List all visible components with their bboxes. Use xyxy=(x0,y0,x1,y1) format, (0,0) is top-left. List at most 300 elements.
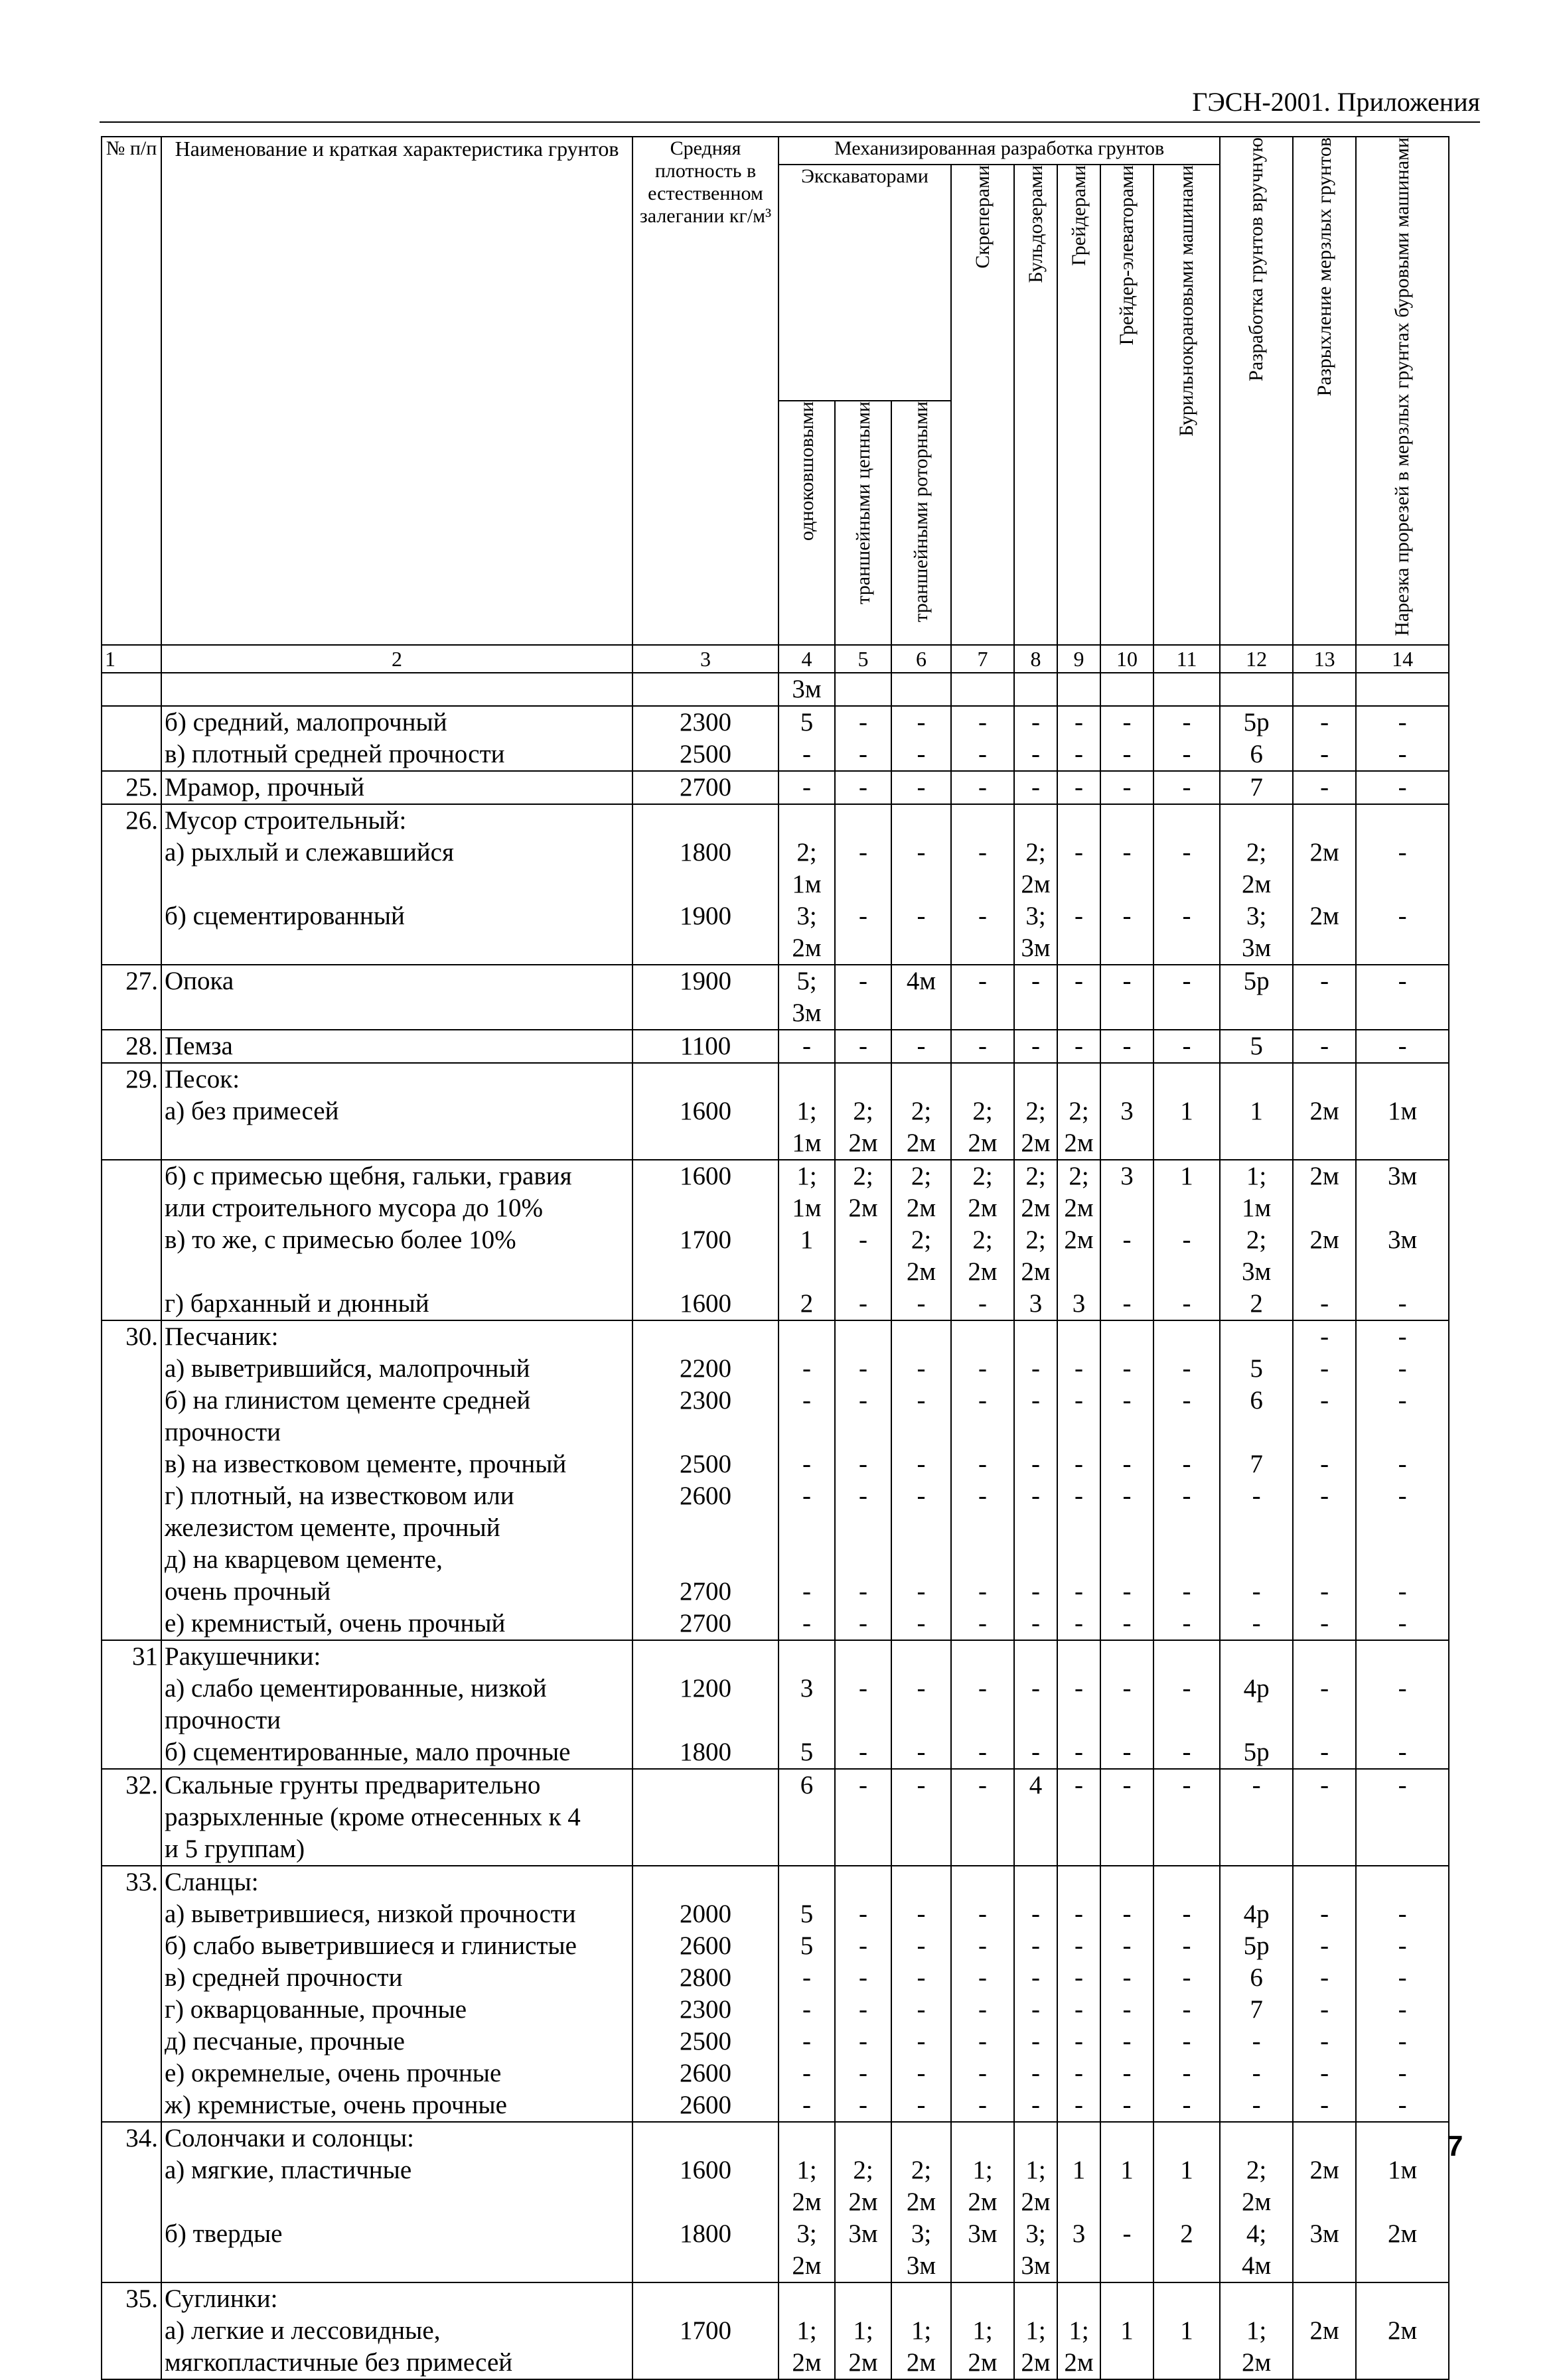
group-value: 1; xyxy=(951,2315,1014,2347)
group-value: - xyxy=(891,1030,951,1063)
column-number-row xyxy=(102,645,1449,673)
group-value xyxy=(1100,1256,1153,1288)
group-value xyxy=(1057,1417,1100,1448)
group-value: - xyxy=(1100,1673,1153,1705)
table-row xyxy=(102,1256,1449,1288)
group-value xyxy=(779,1866,835,1898)
group-value: 1; xyxy=(1014,2154,1057,2186)
group-value: 2м xyxy=(891,2186,951,2218)
group-value: 3м xyxy=(1356,1160,1449,1192)
density-value xyxy=(632,1769,779,1801)
row-number xyxy=(102,997,161,1030)
group-value xyxy=(1153,1705,1220,1736)
group-value: 5р xyxy=(1220,965,1293,997)
table-row xyxy=(102,1288,1449,1320)
group-value: 2м xyxy=(1356,2218,1449,2250)
group-value xyxy=(1220,1544,1293,1576)
group-value: - xyxy=(1153,1030,1220,1063)
group-value: - xyxy=(835,1673,891,1705)
group-value: - xyxy=(1014,2026,1057,2058)
group-value: - xyxy=(891,2089,951,2122)
column-number: 3 xyxy=(632,645,779,673)
group-value: 3м xyxy=(951,2218,1014,2250)
group-value: - xyxy=(1220,2058,1293,2089)
group-value xyxy=(951,1544,1014,1576)
group-value: - xyxy=(835,900,891,932)
group-value: - xyxy=(1153,738,1220,771)
group-value: - xyxy=(1057,1576,1100,1608)
group-value: - xyxy=(1293,1898,1356,1930)
group-value xyxy=(1220,1127,1293,1160)
group-value: 2м xyxy=(1014,1256,1057,1288)
group-value: 1 xyxy=(1153,1160,1220,1192)
soil-name: Солончаки и солонцы: xyxy=(161,2122,632,2154)
density-value: 2600 xyxy=(632,1930,779,1962)
group-value xyxy=(1100,2347,1153,2379)
group-value xyxy=(1014,997,1057,1030)
group-value xyxy=(835,1866,891,1898)
group-value xyxy=(1057,1320,1100,1353)
group-value xyxy=(1100,2122,1153,2154)
group-value xyxy=(1100,1801,1153,1833)
group-value: - xyxy=(1014,1994,1057,2026)
density-value: 1900 xyxy=(632,965,779,997)
group-value: 2м xyxy=(779,932,835,965)
group-value: - xyxy=(1014,965,1057,997)
soil-name: д) песчаные, прочные xyxy=(161,2026,632,2058)
soil-name: Ракушечники: xyxy=(161,1640,632,1673)
group-value xyxy=(891,997,951,1030)
density-value: 1800 xyxy=(632,2218,779,2250)
soil-table xyxy=(101,136,1449,2380)
soil-name: б) на глинистом цементе средней xyxy=(161,1385,632,1417)
group-value: - xyxy=(1356,2058,1449,2089)
header-mech: Механизированная разработка грунтов xyxy=(779,137,1220,165)
density-value: 2700 xyxy=(632,1576,779,1608)
group-value: 2м xyxy=(835,1192,891,1224)
group-value xyxy=(951,869,1014,900)
group-value xyxy=(1014,804,1057,837)
group-value: 3 xyxy=(1057,1288,1100,1320)
group-value: - xyxy=(1153,1994,1220,2026)
group-value xyxy=(1293,1544,1356,1576)
table-row xyxy=(102,837,1449,869)
group-value: 2; xyxy=(891,1095,951,1127)
group-value xyxy=(1356,2282,1449,2315)
group-value: - xyxy=(951,1480,1014,1512)
group-value: - xyxy=(951,1385,1014,1417)
page-number: 7 xyxy=(1447,2130,1463,2162)
density-value xyxy=(632,1417,779,1448)
group-value xyxy=(1356,1833,1449,1866)
soil-name: а) выветрившийся, малопрочный xyxy=(161,1353,632,1385)
soil-name xyxy=(161,673,632,706)
row-number xyxy=(102,1544,161,1576)
group-value: - xyxy=(779,771,835,804)
group-value: 2м xyxy=(891,2347,951,2379)
row-number xyxy=(102,1192,161,1224)
table-row xyxy=(102,1320,1449,1353)
group-value: 3; xyxy=(779,2218,835,2250)
group-value: 2м xyxy=(1014,1127,1057,1160)
soil-name: г) окварцованные, прочные xyxy=(161,1994,632,2026)
group-value: - xyxy=(1293,1608,1356,1640)
group-value: - xyxy=(835,1769,891,1801)
group-value: 2 xyxy=(1220,1288,1293,1320)
group-value: - xyxy=(779,1480,835,1512)
table-row xyxy=(102,2250,1449,2282)
density-value: 1600 xyxy=(632,2154,779,2186)
group-value: - xyxy=(891,1608,951,1640)
group-value: - xyxy=(1293,2058,1356,2089)
group-value: - xyxy=(1014,1962,1057,1994)
density-value: 2500 xyxy=(632,738,779,771)
row-number xyxy=(102,706,161,738)
group-value: 2м xyxy=(951,1192,1014,1224)
group-value: 1 xyxy=(1153,1095,1220,1127)
group-value: - xyxy=(891,1385,951,1417)
group-value: - xyxy=(835,1608,891,1640)
group-value: - xyxy=(1293,1673,1356,1705)
group-value: 2; xyxy=(1014,1095,1057,1127)
density-value: 2600 xyxy=(632,1480,779,1512)
row-number xyxy=(102,1705,161,1736)
group-value: - xyxy=(951,965,1014,997)
table-row xyxy=(102,1030,1449,1063)
group-value: 2м xyxy=(951,1256,1014,1288)
row-number xyxy=(102,2250,161,2282)
soil-name: в) то же, с примесью более 10% xyxy=(161,1224,632,1256)
group-value: - xyxy=(1057,837,1100,869)
group-value: - xyxy=(1014,771,1057,804)
group-value: - xyxy=(1100,1448,1153,1480)
group-value xyxy=(835,2122,891,2154)
group-value: - xyxy=(1100,1224,1153,1256)
soil-name: б) слабо выветрившиеся и глинистые xyxy=(161,1930,632,1962)
group-value: - xyxy=(951,1576,1014,1608)
group-value: 5 xyxy=(779,1736,835,1769)
group-value xyxy=(891,804,951,837)
group-value xyxy=(1100,1512,1153,1544)
group-value xyxy=(835,2250,891,2282)
group-value: - xyxy=(1356,2089,1449,2122)
density-value: 2600 xyxy=(632,2089,779,2122)
table-row xyxy=(102,2218,1449,2250)
group-value: - xyxy=(1220,1576,1293,1608)
group-value: 2м xyxy=(1014,2186,1057,2218)
group-value xyxy=(1153,1640,1220,1673)
row-number xyxy=(102,1962,161,1994)
header-name: Наименование и краткая характеристика грунтов xyxy=(161,137,632,645)
group-value: - xyxy=(1153,1930,1220,1962)
group-value: - xyxy=(1057,2026,1100,2058)
group-value: - xyxy=(1356,738,1449,771)
group-value xyxy=(1356,1866,1449,1898)
density-value xyxy=(632,2347,779,2379)
soil-name: и 5 группам) xyxy=(161,1833,632,1866)
group-value: - xyxy=(891,1769,951,1801)
table-row xyxy=(102,2089,1449,2122)
group-value xyxy=(1057,804,1100,837)
group-value xyxy=(1153,1801,1220,1833)
row-number xyxy=(102,2026,161,2058)
group-value: - xyxy=(891,1930,951,1962)
group-value xyxy=(1153,1512,1220,1544)
group-value: 2м xyxy=(1293,1160,1356,1192)
group-value xyxy=(951,2282,1014,2315)
table-row xyxy=(102,2347,1449,2379)
group-value: 1м xyxy=(779,1192,835,1224)
group-value: - xyxy=(779,1994,835,2026)
group-value xyxy=(1153,1544,1220,1576)
group-value xyxy=(835,1640,891,1673)
group-value xyxy=(1057,2122,1100,2154)
group-value: - xyxy=(1293,1930,1356,1962)
soil-name: Мрамор, прочный xyxy=(161,771,632,804)
row-number xyxy=(102,1448,161,1480)
group-value: 1; xyxy=(779,1095,835,1127)
group-value xyxy=(1057,1512,1100,1544)
soil-name xyxy=(161,2250,632,2282)
group-value xyxy=(951,1063,1014,1095)
group-value: - xyxy=(1100,706,1153,738)
group-value xyxy=(1014,1063,1057,1095)
group-value xyxy=(891,2122,951,2154)
density-value xyxy=(632,997,779,1030)
row-number xyxy=(102,1898,161,1930)
row-number xyxy=(102,837,161,869)
group-value: - xyxy=(951,1608,1014,1640)
soil-name xyxy=(161,1127,632,1160)
header-manual: Разработка грунтов вручную xyxy=(1220,137,1293,645)
density-value: 2500 xyxy=(632,2026,779,2058)
group-value xyxy=(1014,1705,1057,1736)
group-value: 4м xyxy=(891,965,951,997)
table-row xyxy=(102,2026,1449,2058)
density-value xyxy=(632,673,779,706)
group-value: - xyxy=(1293,2026,1356,2058)
soil-name: б) твердые xyxy=(161,2218,632,2250)
group-value: 2; xyxy=(1014,1224,1057,1256)
row-number xyxy=(102,1930,161,1962)
group-value xyxy=(1153,804,1220,837)
group-value xyxy=(1100,1705,1153,1736)
group-value: 3м xyxy=(1014,2250,1057,2282)
group-value xyxy=(1100,1127,1153,1160)
group-value: 1м xyxy=(1220,1192,1293,1224)
group-value: - xyxy=(1153,1736,1220,1769)
group-value xyxy=(1220,1833,1293,1866)
group-value: 2; xyxy=(835,2154,891,2186)
group-value: - xyxy=(779,738,835,771)
row-number xyxy=(102,1288,161,1320)
density-value: 1900 xyxy=(632,900,779,932)
row-number: 27. xyxy=(102,965,161,997)
column-number: 2 xyxy=(161,645,632,673)
group-value: 5 xyxy=(779,1930,835,1962)
group-value: 3м xyxy=(891,2250,951,2282)
column-number: 7 xyxy=(951,645,1014,673)
density-value: 1200 xyxy=(632,1673,779,1705)
density-value: 2200 xyxy=(632,1353,779,1385)
group-value: 2м xyxy=(1293,900,1356,932)
density-value: 2300 xyxy=(632,1994,779,2026)
table-row xyxy=(102,1160,1449,1192)
column-number: 13 xyxy=(1293,645,1356,673)
group-value: 1; xyxy=(1014,2315,1057,2347)
group-value xyxy=(951,1705,1014,1736)
group-value: - xyxy=(1153,900,1220,932)
group-value xyxy=(1220,1063,1293,1095)
group-value: - xyxy=(1356,1736,1449,1769)
group-value: 2м xyxy=(1057,2347,1100,2379)
header-bulldozer: Бульдозерами xyxy=(1014,165,1057,645)
row-number: 33. xyxy=(102,1866,161,1898)
group-value xyxy=(951,1866,1014,1898)
header-excavators: Экскаваторами xyxy=(779,165,951,401)
density-value xyxy=(632,932,779,965)
soil-name: Пемза xyxy=(161,1030,632,1063)
group-value: 2м xyxy=(1293,837,1356,869)
group-value: 7 xyxy=(1220,1994,1293,2026)
table-row xyxy=(102,804,1449,837)
row-number xyxy=(102,1608,161,1640)
table-row xyxy=(102,1353,1449,1385)
group-value: - xyxy=(1057,1030,1100,1063)
row-number xyxy=(102,900,161,932)
group-value xyxy=(1153,869,1220,900)
soil-name: Песчаник: xyxy=(161,1320,632,1353)
group-value xyxy=(1100,1417,1153,1448)
group-value: 1; xyxy=(779,1160,835,1192)
table-row xyxy=(102,706,1449,738)
group-value: 1; xyxy=(835,2315,891,2347)
group-value: - xyxy=(835,1576,891,1608)
group-value: - xyxy=(1293,738,1356,771)
density-value xyxy=(632,804,779,837)
group-value xyxy=(1014,1544,1057,1576)
table-row xyxy=(102,1224,1449,1256)
group-value: - xyxy=(779,1448,835,1480)
header-rule xyxy=(100,121,1480,123)
group-value xyxy=(1057,869,1100,900)
group-value xyxy=(1014,1320,1057,1353)
row-number xyxy=(102,932,161,965)
group-value: 2м xyxy=(835,2347,891,2379)
group-value: 6 xyxy=(779,1769,835,1801)
group-value xyxy=(1100,673,1153,706)
group-value: - xyxy=(891,706,951,738)
group-value: - xyxy=(1014,706,1057,738)
group-value: - xyxy=(835,1930,891,1962)
soil-name: а) выветрившиеся, низкой прочности xyxy=(161,1898,632,1930)
group-value: 1 xyxy=(1100,2315,1153,2347)
group-value: - xyxy=(1057,2058,1100,2089)
group-value xyxy=(1057,932,1100,965)
group-value: 1; xyxy=(1220,1160,1293,1192)
header-scraper: Скреперами xyxy=(951,165,1014,645)
group-value: - xyxy=(1100,1480,1153,1512)
group-value: 4м xyxy=(1220,2250,1293,2282)
table-row xyxy=(102,1512,1449,1544)
group-value xyxy=(779,2282,835,2315)
group-value: - xyxy=(1100,1576,1153,1608)
group-value: 1м xyxy=(779,869,835,900)
group-value: - xyxy=(835,1224,891,1256)
group-value: - xyxy=(1100,1288,1153,1320)
density-value: 2000 xyxy=(632,1898,779,1930)
table-row xyxy=(102,1866,1449,1898)
group-value: - xyxy=(835,1736,891,1769)
density-value xyxy=(632,1063,779,1095)
soil-name: прочности xyxy=(161,1705,632,1736)
group-value xyxy=(1356,997,1449,1030)
table-row xyxy=(102,1127,1449,1160)
row-number xyxy=(102,1801,161,1833)
group-value: - xyxy=(1014,2058,1057,2089)
group-value xyxy=(1100,1866,1153,1898)
group-value: - xyxy=(1293,1736,1356,1769)
group-value xyxy=(1153,1866,1220,1898)
group-value xyxy=(1220,1417,1293,1448)
row-number xyxy=(102,1480,161,1512)
group-value xyxy=(1293,1512,1356,1544)
group-value xyxy=(1057,1833,1100,1866)
group-value: - xyxy=(1100,2026,1153,2058)
group-value xyxy=(1014,1640,1057,1673)
density-value: 1800 xyxy=(632,1736,779,1769)
group-value: - xyxy=(1356,1930,1449,1962)
table-row xyxy=(102,738,1449,771)
group-value xyxy=(1153,1320,1220,1353)
group-value: 3м xyxy=(1356,1224,1449,1256)
header-single-bucket: одноковшовыми xyxy=(779,401,835,645)
group-value: - xyxy=(1293,1030,1356,1063)
table-row xyxy=(102,2122,1449,2154)
group-value: - xyxy=(891,1448,951,1480)
row-number xyxy=(102,1512,161,1544)
density-value: 1600 xyxy=(632,1288,779,1320)
group-value xyxy=(1356,2122,1449,2154)
group-value: - xyxy=(1057,1962,1100,1994)
group-value: - xyxy=(891,738,951,771)
group-value: - xyxy=(1293,1576,1356,1608)
group-value: - xyxy=(1356,1769,1449,1801)
group-value xyxy=(1057,1866,1100,1898)
group-value xyxy=(1153,932,1220,965)
group-value xyxy=(1057,2250,1100,2282)
group-value: 2м xyxy=(891,1127,951,1160)
group-value xyxy=(1153,1127,1220,1160)
group-value: - xyxy=(1220,1480,1293,1512)
row-number xyxy=(102,1127,161,1160)
group-value xyxy=(1356,1640,1449,1673)
density-value xyxy=(632,1801,779,1833)
group-value: - xyxy=(1356,1288,1449,1320)
soil-name: разрыхленные (кроме отнесенных к 4 xyxy=(161,1801,632,1833)
table-row xyxy=(102,2186,1449,2218)
group-value xyxy=(891,1063,951,1095)
group-value: 1; xyxy=(779,2315,835,2347)
density-value: 1600 xyxy=(632,1095,779,1127)
group-value: - xyxy=(951,1736,1014,1769)
group-value: 2м xyxy=(1014,2347,1057,2379)
group-value: - xyxy=(1014,1898,1057,1930)
group-value: - xyxy=(1153,771,1220,804)
group-value: 5р xyxy=(1220,1736,1293,1769)
group-value: 2; xyxy=(1057,1095,1100,1127)
group-value: - xyxy=(1293,1288,1356,1320)
